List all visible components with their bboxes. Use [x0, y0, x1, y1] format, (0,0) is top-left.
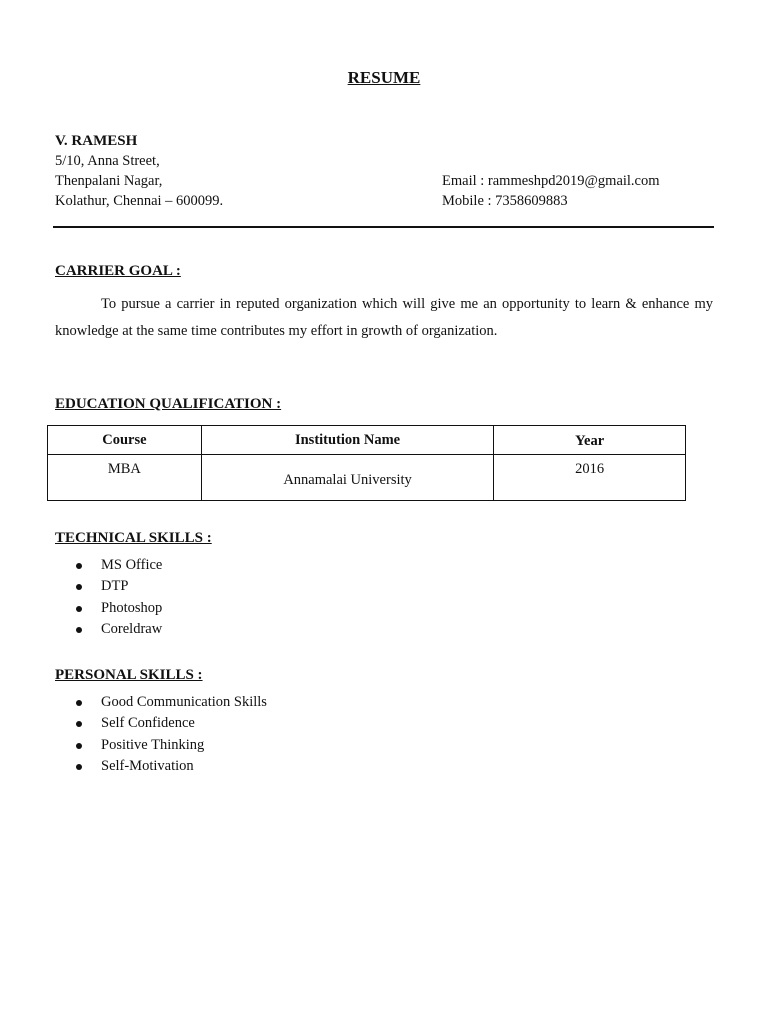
list-item-label: Photoshop [101, 599, 163, 616]
bullet-icon [76, 700, 82, 706]
address-line-1: 5/10, Anna Street, [55, 153, 160, 169]
technical-skills-list [55, 555, 162, 640]
cell-course: MBA [48, 455, 202, 501]
list-item [55, 756, 267, 777]
list-item [55, 555, 162, 576]
bullet-icon [76, 627, 82, 633]
candidate-name: V. RAMESH [55, 133, 138, 149]
list-item-label: Self Confidence [101, 715, 195, 732]
column-header-year: Year [494, 426, 686, 455]
table-row [48, 455, 686, 501]
mobile-text: Mobile : 7358609883 [442, 193, 568, 209]
list-item [55, 598, 162, 619]
list-item [55, 735, 267, 756]
bullet-icon [76, 584, 82, 590]
cell-year: 2016 [494, 455, 686, 501]
list-item-label: Good Communication Skills [101, 694, 267, 710]
personal-skills-list [55, 692, 267, 777]
column-header-course: Course [48, 426, 202, 455]
bullet-icon [76, 721, 82, 727]
email-text: Email : rammeshpd2019@gmail.com [442, 173, 660, 189]
list-item [55, 692, 267, 713]
list-item [55, 713, 267, 734]
list-item-label: DTP [101, 578, 129, 595]
address-line-2: Thenpalani Nagar, [55, 173, 163, 189]
list-item-label: Coreldraw [101, 620, 163, 637]
list-item [55, 576, 162, 597]
education-heading: EDUCATION QUALIFICATION : [55, 396, 282, 412]
bullet-icon [76, 606, 82, 612]
bullet-icon [76, 743, 82, 749]
technical-heading: TECHNICAL SKILLS : [55, 530, 212, 546]
goal-text: To pursue a carrier in reputed organization which will give me an opportunity to learn & enhance my knowledge at the same time contributes my effort in growth of organization. [55, 296, 713, 339]
header-divider [53, 226, 714, 228]
document-title: RESUME [347, 68, 421, 87]
personal-heading: PERSONAL SKILLS : [55, 667, 203, 683]
list-item-label: Self-Motivation [101, 757, 194, 774]
column-header-institution: Institution Name [201, 426, 494, 455]
education-table [47, 425, 686, 501]
bullet-icon [76, 764, 82, 770]
address-line-3: Kolathur, Chennai – 600099. [55, 193, 224, 209]
list-item-label: Positive Thinking [101, 736, 205, 753]
table-header-row [48, 426, 686, 455]
bullet-icon [76, 563, 82, 569]
cell-institution: Annamalai University [201, 455, 494, 501]
list-item [55, 619, 162, 640]
goal-heading: CARRIER GOAL : [55, 263, 181, 279]
list-item-label: MS Office [101, 557, 163, 573]
